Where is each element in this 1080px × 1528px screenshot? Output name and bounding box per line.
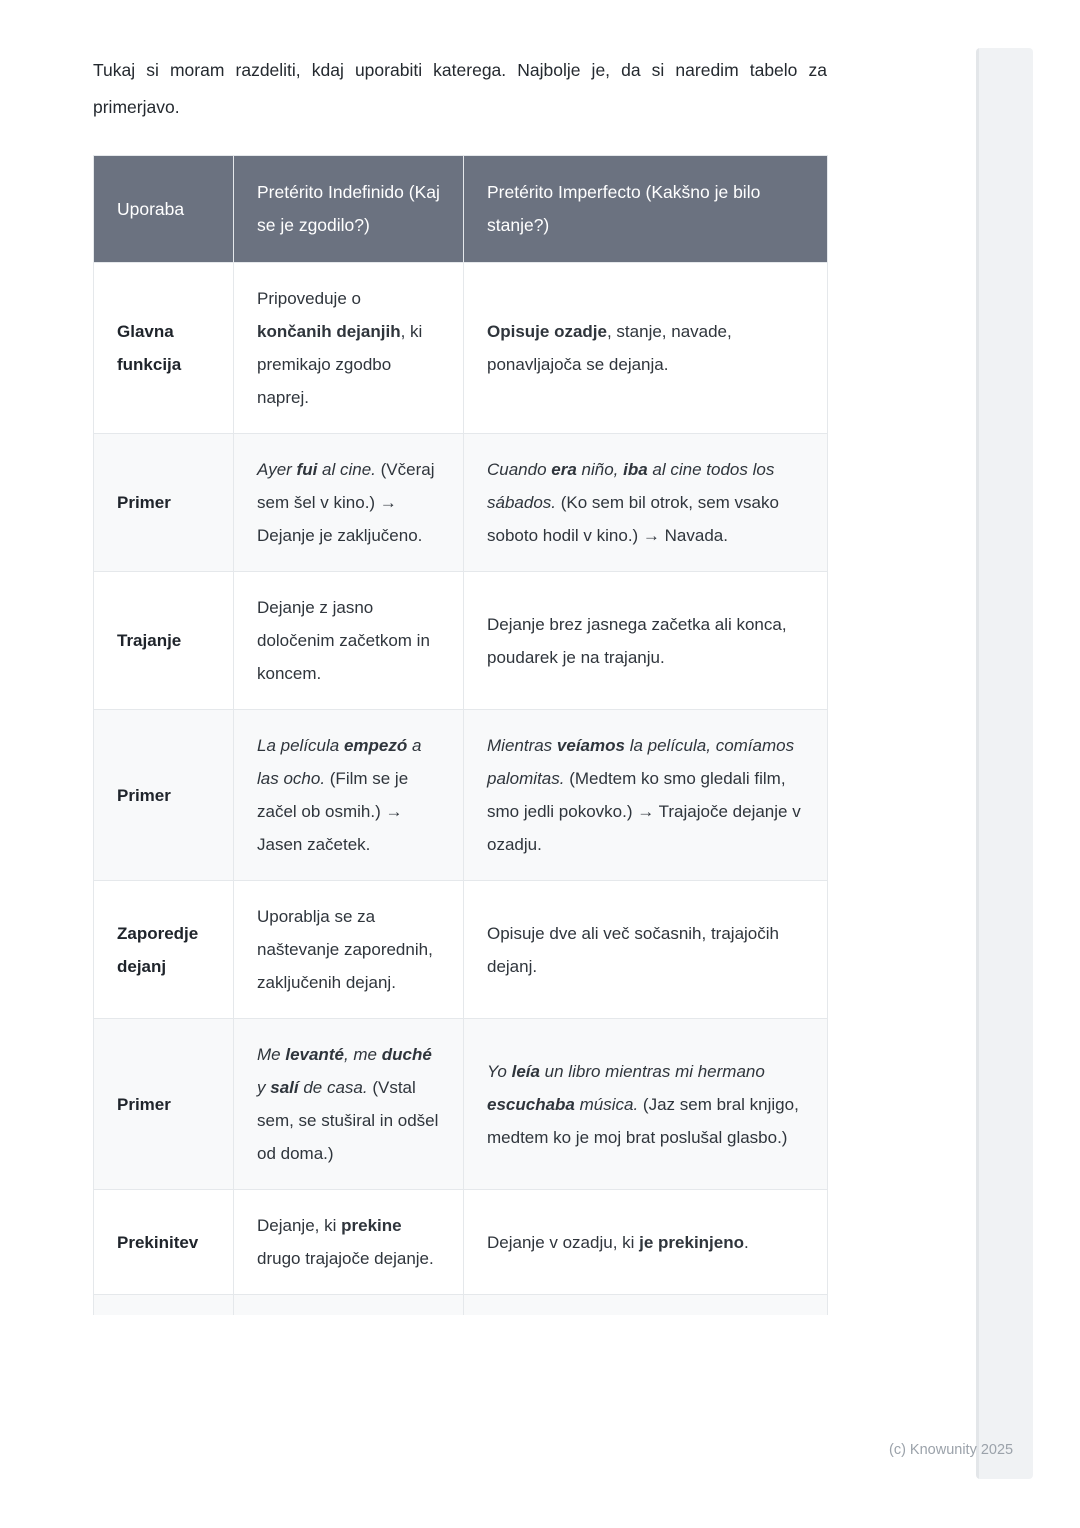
text-segment: al cine todos los sábados. [487, 460, 775, 512]
scrollbar-thumb[interactable] [976, 48, 1033, 1479]
text-segment: Opisuje ozadje [487, 322, 607, 341]
text-segment: Pripoveduje o [257, 289, 361, 308]
header-indefinido: Pretérito Indefinido (Kaj se je zgodilo?) [234, 156, 464, 263]
cell-imperfecto [464, 710, 828, 881]
text-segment: veíamos [556, 736, 625, 755]
text-segment: , stanje, navade, ponavljajoča se dejanja. [487, 322, 732, 374]
text-segment: prekine [341, 1216, 402, 1235]
text-segment: drugo trajajoče dejanje. [257, 1249, 434, 1268]
cell-imperfecto [464, 263, 828, 434]
text-segment: (Vstal sem, se stuširal in odšel od doma.) [257, 1078, 439, 1163]
cell-imperfecto [464, 434, 828, 572]
row-label: Trajanje [94, 572, 234, 710]
cell-indefinido [234, 1190, 464, 1295]
comparison-table [93, 155, 828, 1315]
text-segment: (Film se je začel ob osmih.) → Jasen začetek. [257, 769, 409, 854]
cell-indefinido [234, 572, 464, 710]
header-imperfecto: Pretérito Imperfecto (Kakšno je bilo stanje?) [464, 156, 828, 263]
cell-imperfecto [464, 1295, 828, 1316]
table-row [94, 1190, 828, 1295]
text-segment: escuchaba [487, 1094, 575, 1114]
text-segment: Uporablja se za naštevanje zaporednih, zaključenih dejanj. [257, 907, 433, 992]
cell-indefinido [234, 881, 464, 1019]
text-segment: (Jaz sem bral knjigo, medtem ko je moj brat poslušal glasbo.) [487, 1094, 799, 1147]
row-label: Primer [94, 710, 234, 881]
text-segment: Mientras [487, 736, 557, 755]
text-segment: música. [574, 1094, 639, 1114]
cell-indefinido [234, 1019, 464, 1190]
cell-indefinido [234, 434, 464, 572]
row-label: Prekinitev [94, 1190, 234, 1295]
text-segment: niño, [576, 460, 624, 479]
text-segment: Ayer [257, 460, 297, 479]
document-content [93, 52, 827, 1315]
text-segment: fui [296, 460, 318, 479]
text-segment: Dejanje, ki [257, 1216, 342, 1235]
text-segment: empezó [343, 736, 408, 755]
text-segment: era [551, 460, 577, 479]
text-segment: La película [257, 736, 344, 755]
cell-indefinido [234, 710, 464, 881]
text-segment: a las ocho. [257, 736, 422, 788]
intro-paragraph: Tukaj si moram razdeliti, kdaj uporabiti katerega. Najbolje je, da si naredim tabelo za primerjavo. [93, 60, 827, 117]
text-segment: de casa. [298, 1078, 368, 1097]
text-segment: duché [381, 1045, 432, 1064]
text-segment: Dejanje v ozadju, ki [487, 1232, 640, 1252]
text-segment: Opisuje dve ali več sočasnih, trajajočih dejanj. [487, 923, 779, 976]
text-segment: je prekinjeno [639, 1232, 745, 1252]
text-segment: la película, comíamos palomitas. [487, 736, 795, 788]
text-segment: Yo [487, 1061, 512, 1081]
header-uporaba: Uporaba [94, 156, 234, 263]
text-segment: Dejanje z jasno določenim začetkom in koncem. [257, 598, 430, 683]
text-segment: levanté [285, 1045, 344, 1064]
text-segment: Cuando [487, 460, 552, 479]
table-row [94, 710, 828, 881]
row-label: Glavna funkcija [94, 263, 234, 434]
table-row [94, 434, 828, 572]
text-segment: Dejanje brez jasnega začetka ali konca, poudarek je na trajanju. [487, 614, 787, 667]
text-segment: (Medtem ko smo gledali film, smo jedli pokovko.) → Trajajoče dejanje v ozadju. [487, 769, 801, 854]
text-segment: iba [623, 460, 648, 479]
row-label [94, 1295, 234, 1316]
cell-imperfecto [464, 1190, 828, 1295]
table-row [94, 263, 828, 434]
table-row [94, 572, 828, 710]
text-segment: salí [270, 1078, 299, 1097]
row-label: Primer [94, 1019, 234, 1190]
text-segment: y [257, 1078, 271, 1097]
watermark: (c) Knowunity 2025 [889, 1442, 1014, 1458]
cell-imperfecto [464, 881, 828, 1019]
row-label: Zaporedje dejanj [94, 881, 234, 1019]
cell-imperfecto [464, 1019, 828, 1190]
table-row [94, 881, 828, 1019]
text-segment: leía [511, 1061, 540, 1081]
table-row [94, 1019, 828, 1190]
cell-imperfecto [464, 572, 828, 710]
text-segment: , me [343, 1045, 382, 1064]
cell-indefinido [234, 1295, 464, 1316]
header-row [94, 156, 828, 263]
cell-indefinido [234, 263, 464, 434]
text-segment: končanih dejanjih [257, 322, 401, 341]
table-body [94, 263, 828, 1316]
table-row [94, 1295, 828, 1316]
text-segment: , ki premikajo zgodbo naprej. [257, 322, 423, 407]
text-segment: un libro mientras mi hermano [539, 1061, 765, 1081]
text-segment: Me [257, 1045, 286, 1064]
text-segment: (Včeraj sem šel v kino.) → Dejanje je zaključeno. [257, 460, 435, 545]
text-segment: al cine. [317, 460, 376, 479]
row-label: Primer [94, 434, 234, 572]
text-segment: (Ko sem bil otrok, sem vsako soboto hodil v kino.) → Navada. [487, 493, 779, 545]
text-segment: . [744, 1232, 749, 1252]
table-header [94, 156, 828, 263]
